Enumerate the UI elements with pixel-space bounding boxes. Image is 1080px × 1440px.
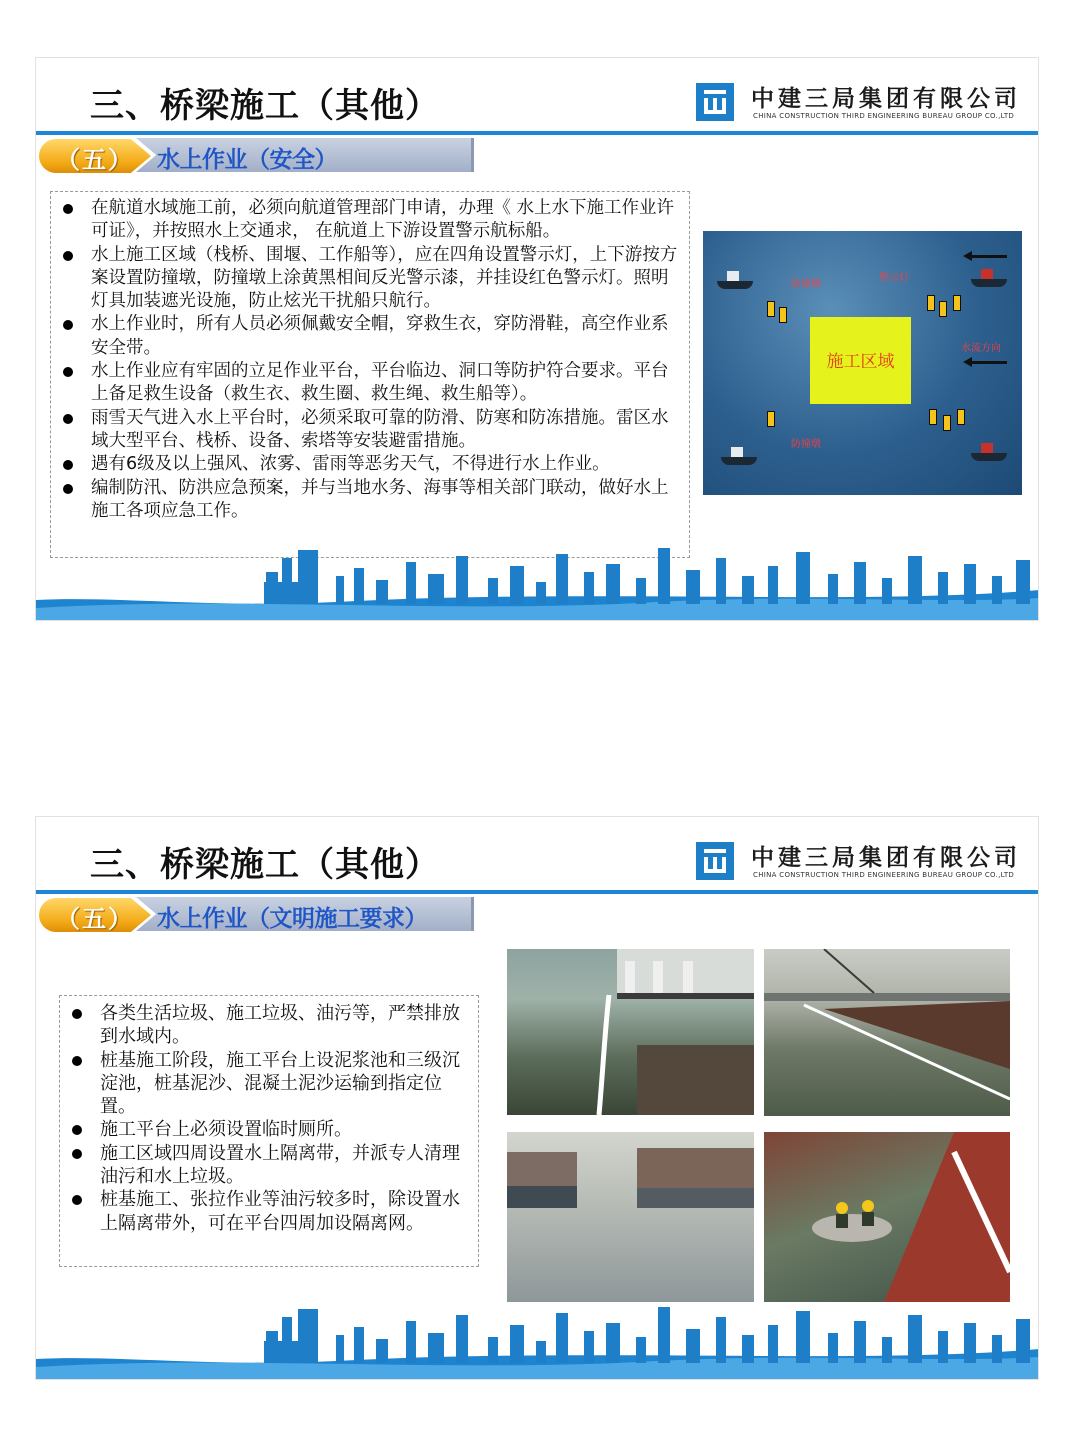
flow-arrow-icon: [971, 361, 1007, 364]
list-item: 雨雪天气进入水上平台时，必须采取可靠的防滑、防寒和防冻措施。雷区水域大型平台、栈桥、设备、索塔等安装避雷措施。: [51, 407, 685, 454]
warning-boat-icon: [971, 453, 1007, 461]
list-item: 遇有6级及以上强风、浓雾、雷雨等恶劣天气，不得进行水上作业。: [51, 453, 685, 476]
list-item: 水上作业时，所有人员必须佩戴安全帽，穿救生衣，穿防滑鞋，高空作业系安全带。: [51, 313, 685, 360]
warning-boat-icon: [717, 281, 753, 289]
company-logo: [696, 839, 1026, 883]
list-item: 施工平台上必须设置临时厕所。: [60, 1118, 474, 1141]
company-name-en: CHINA CONSTRUCTION THIRD ENGINEERING BUREAU GROUP CO.,LTD: [753, 112, 1015, 120]
bullet-text-box: [59, 995, 479, 1267]
photo-platform-boom: [764, 949, 1010, 1116]
bumper-pier-icon: [953, 295, 961, 311]
city-skyline-footer: [36, 528, 1039, 621]
bumper-pier-icon: [927, 295, 935, 311]
label-warning-light: 警示灯: [879, 273, 909, 284]
header-divider: [36, 131, 1039, 135]
bullet-list: [51, 197, 685, 523]
list-item: 各类生活垃圾、施工垃圾、油污等，严禁排放到水域内。: [60, 1002, 474, 1049]
bumper-pier-icon: [929, 409, 937, 425]
company-name-cn: 中建三局集团有限公司: [751, 845, 1021, 871]
list-item: 在航道水域施工前，必须向航道管理部门申请，办理《 水上水下施工作业许可证》，并按照水上交通求， 在航道上下游设置警示航标船。: [51, 197, 685, 244]
header-divider: [36, 890, 1039, 894]
banner-heading: 水上作业（安全）: [157, 147, 337, 173]
list-item: 水上施工区域（栈桥、围堰、工作船等），应在四角设置警示灯，上下游按方案设置防撞墩，防撞墩上涂黄黑相间反光警示漆，并挂设红色警示灯。照明灯具加装遮光设施，防止炫光干扰船只航行。: [51, 244, 685, 314]
cscec-logo-icon: [696, 842, 734, 880]
city-skyline-footer: [36, 1287, 1039, 1380]
photo-cleaning-boat: [764, 1132, 1010, 1302]
construction-zone: [810, 317, 911, 404]
slide-water-work-civilized: [35, 816, 1039, 1380]
warning-boat-icon: [971, 279, 1007, 287]
company-name-cn: 中建三局集团有限公司: [751, 86, 1021, 112]
list-item: 施工区域四周设置水上隔离带，并派专人清理油污和水上垃圾。: [60, 1142, 474, 1189]
bullet-text-box: [50, 191, 690, 558]
cscec-logo-icon: [696, 83, 734, 121]
banner-heading: 水上作业（文明施工要求）: [157, 906, 427, 932]
list-item: 水上作业应有牢固的立足作业平台，平台临边、洞口等防护符合要求。平台上备足救生设备（救生衣、救生圈、救生绳、救生船等）。: [51, 360, 685, 407]
list-item: 编制防汛、防洪应急预案，并与当地水务、海事等相关部门联动，做好水上施工各项应急工作。: [51, 477, 685, 524]
slide-title: 三、桥梁施工（其他）: [90, 845, 440, 885]
list-item: 桩基施工、张拉作业等油污较多时，除设置水上隔离带外，可在平台四周加设隔离网。: [60, 1188, 474, 1235]
label-flow-direction: 水流方向: [961, 343, 1001, 354]
label-bumper-pier: 防撞墩: [791, 279, 821, 290]
slide-water-work-safety: [35, 57, 1039, 621]
warning-boat-icon: [721, 457, 757, 465]
bumper-pier-icon: [957, 409, 965, 425]
construction-zone-label: 施工区域: [826, 352, 895, 372]
bumper-pier-icon: [779, 307, 787, 323]
bumper-pier-icon: [943, 415, 951, 431]
banner-number: （五）: [56, 146, 134, 174]
water-construction-diagram: [703, 231, 1022, 495]
label-bumper-pier-bottom: 防撞墩: [791, 439, 821, 450]
section-banner: [36, 137, 476, 175]
banner-number: （五）: [56, 905, 134, 933]
photo-floating-platform: [507, 1132, 754, 1302]
company-name-en: CHINA CONSTRUCTION THIRD ENGINEERING BUREAU GROUP CO.,LTD: [753, 871, 1015, 879]
company-logo: [696, 80, 1026, 124]
bullet-list: [60, 1002, 474, 1235]
flow-arrow-icon: [971, 255, 1007, 258]
bumper-pier-icon: [767, 411, 775, 427]
list-item: 桩基施工阶段，施工平台上设泥浆池和三级沉淀池，桩基泥沙、混凝土泥沙运输到指定位置。: [60, 1049, 474, 1119]
slide-title: 三、桥梁施工（其他）: [90, 86, 440, 126]
photo-oil-boom-bridge: [507, 949, 754, 1115]
bumper-pier-icon: [939, 301, 947, 317]
bumper-pier-icon: [767, 301, 775, 317]
section-banner: [36, 896, 476, 934]
